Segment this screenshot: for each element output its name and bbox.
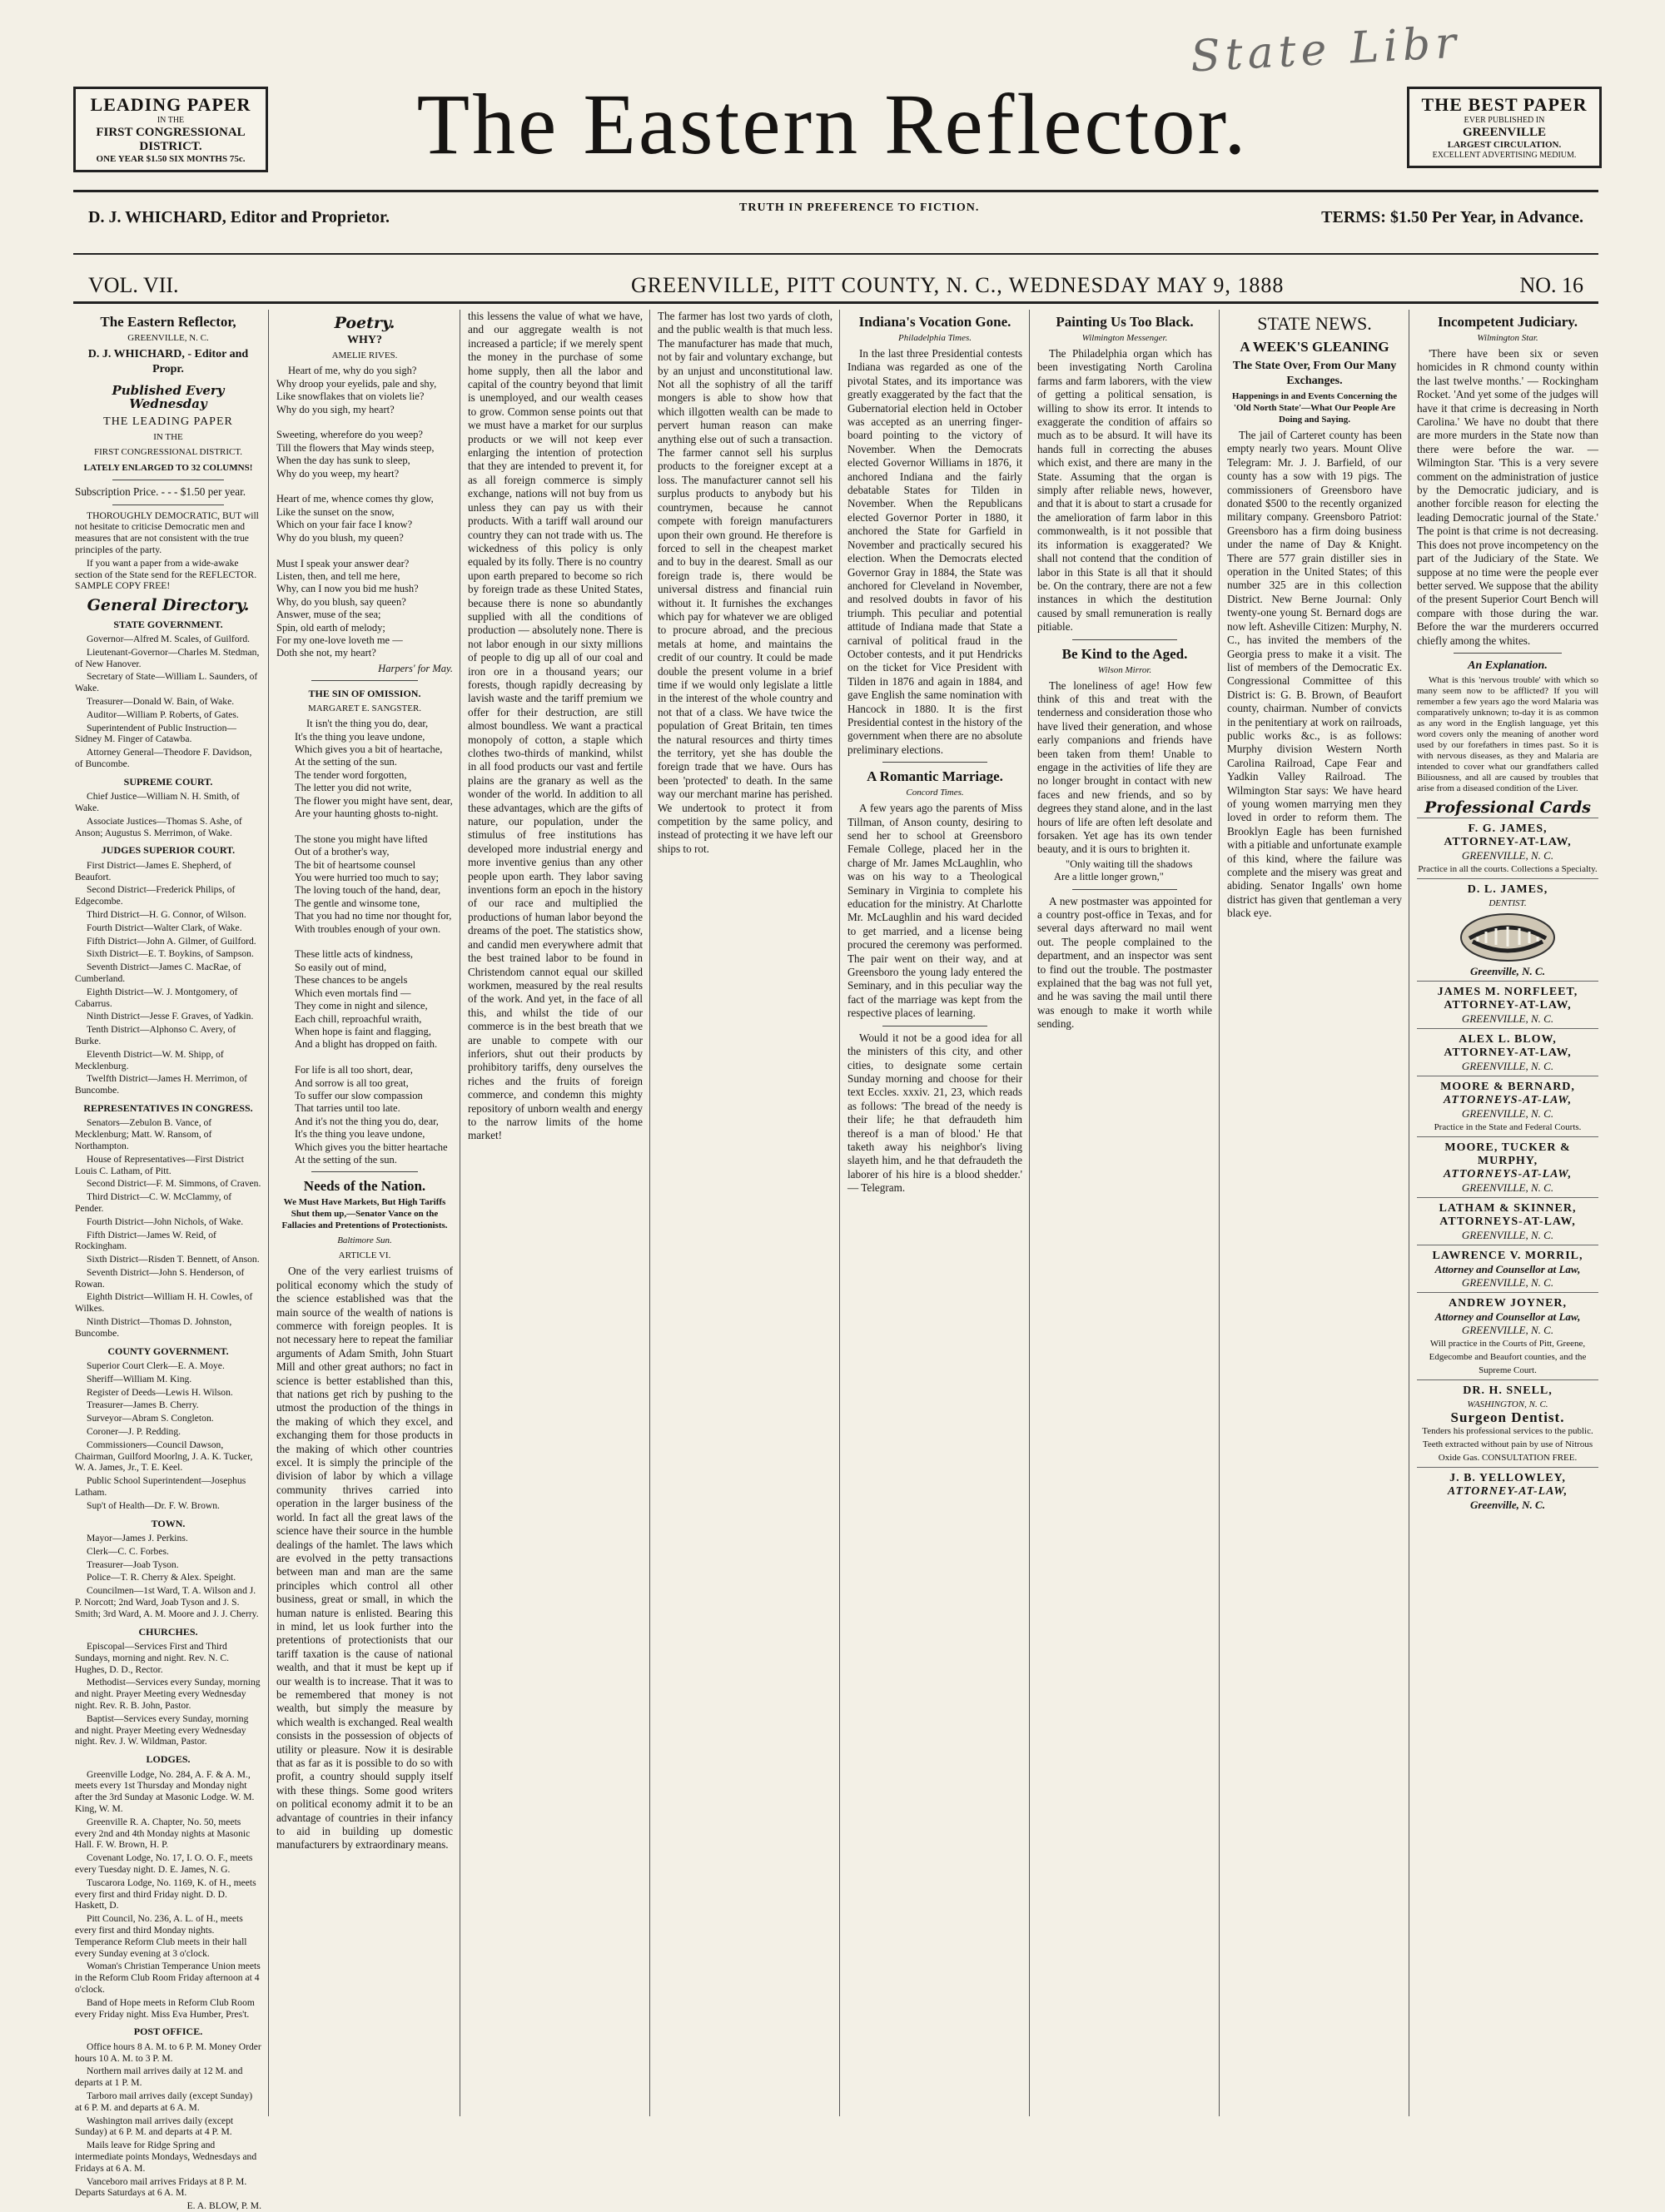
article-source: Wilson Mirror.: [1097, 664, 1152, 675]
directory-entry: Fourth District—Walter Clark, of Wake.: [87, 922, 242, 933]
directory-entry: Covenant Lodge, No. 17, I. O. O. F., meets every Tuesday night. D. E. James, N. G.: [75, 1852, 253, 1875]
column-1-directory: [75, 310, 261, 2212]
column-8-judiciary-and-cards: [1417, 310, 1598, 2116]
directory-entry: Fifth District—James W. Reid, of Rockingham.: [75, 1229, 216, 1252]
directory-entry: Washington mail arrives daily (except Sunday) at 6 P. M. and departs at 4 P. M.: [75, 2115, 234, 2138]
article-headline: A Romantic Marriage.: [867, 768, 1003, 785]
card-title: ATTORNEYS-AT-LAW,: [1443, 1094, 1573, 1107]
card-title: DENTIST.: [1489, 898, 1527, 909]
directory-entry: Superintendent of Public Instruction—Sidney M. Finger of Catawba.: [75, 722, 236, 745]
column-rule: [839, 310, 840, 2116]
directory-entry: Attorney General—Theodore F. Davidson, of Buncombe.: [75, 747, 252, 769]
professional-card: [1417, 1197, 1598, 1245]
card-name: MOORE, TUCKER & MURPHY,: [1444, 1141, 1571, 1168]
column-rule: [1219, 310, 1220, 2116]
ear-right-line3: GREENVILLE: [1462, 126, 1547, 139]
directory-entry: Band of Hope meets in Reform Club Room every Friday night. Miss Eva Humber, Pres't.: [75, 1996, 255, 2020]
article-headline: Be Kind to the Aged.: [1061, 645, 1188, 662]
directory-entry: House of Representatives—First District Louis C. Latham, of Pitt.: [75, 1153, 245, 1176]
quoted-verse: "Only waiting till the shadows Are a little longer grown,": [1054, 857, 1193, 883]
card-place: GREENVILLE, N. C.: [1461, 1324, 1554, 1337]
ear-right-line2: EVER PUBLISHED IN: [1464, 116, 1545, 125]
card-name: F. G. JAMES,: [1468, 823, 1548, 836]
professional-card: [1417, 1467, 1598, 1514]
directory-entry: Treasurer—Donald W. Bain, of Wake.: [87, 696, 235, 707]
directory-entry: Third District—H. G. Connor, of Wilson.: [87, 908, 246, 920]
directory-entry: Sixth District—E. T. Boykins, of Sampson.: [87, 948, 254, 960]
town-heading: TOWN.: [151, 1517, 186, 1529]
sample-copy-notice: If you want a paper from a wide-awake section of the State send for the REFLECTOR. SAMPLE COPY FREE!: [75, 557, 257, 592]
enlarged-notice: LATELY ENLARGED TO 32 COLUMNS!: [83, 462, 253, 473]
column-5-articles: [847, 310, 1022, 2116]
directory-entry: Mayor—James J. Perkins.: [87, 1533, 188, 1544]
article-headline: Needs of the Nation.: [303, 1178, 426, 1195]
article-source: Wilmington Star.: [1477, 333, 1538, 343]
professional-card: [1417, 981, 1598, 1028]
article-headline: Indiana's Vocation Gone.: [858, 314, 1011, 330]
state-government-heading: STATE GOVERNMENT.: [113, 618, 223, 630]
directory-entry: Twelfth District—James H. Merrimon, of Buncombe.: [75, 1073, 248, 1096]
professional-card: [1417, 818, 1598, 878]
directory-entry: Senators—Zebulon B. Vance, of Mecklenburg; Matt. W. Ransom, of Northampton.: [75, 1117, 212, 1151]
section-subtitle: A WEEK'S GLEANING: [1240, 339, 1389, 355]
directory-entry: Greenville Lodge, No. 284, A. F. & A. M., meets every 1st Thursday and Monday night after the 3rd Sunday at Masonic Lodge. W. M. King, W. M.: [75, 1768, 255, 1814]
supreme-court-heading: SUPREME COURT.: [123, 775, 213, 788]
card-title: ATTORNEYS-AT-LAW,: [1443, 1168, 1573, 1181]
article-body: The farmer has lost two yards of cloth, and the public wealth is that much less. The manufacturer has made that much, not by fair and voluntary exchange, but by an unjust and unconstitutional law. Not all the sophistry of all the tariff mongers is able to show how that which illgotten wealth can be made to pervert human reason can make anything else out of such a transaction. The farmer cannot sell his surplus products to the foreigner except at a loss. The manufacturer cannot sell his surplus products to anybody but his countrymen, because he cannot compete with foreign manufacturers upon their own ground. He therefore is forced to sell in the cheapest market and to buy in the dearest. Small as our foreign trade is, there would be universal distress and financial ruin without it. It furnishes the exchanges which pay for whatever we are obliged to procure abroad, and the precious metals at home, and maintains the credit of our country. It could be made double the present volume in a brief time if we would only legislate a little in the interest of the whole country and not that of a class. We have twice the population of Great Britain, ten times the natural resources and thirty times the territory, yet she has double the foreign trade that we have. Ours has been 'protected' to death. In the same way our merchant marine has perished. We undertook to protect it from competition by the same policy, and instead of protecting it we have left our ships to rot.: [658, 310, 832, 855]
card-place: GREENVILLE, N. C.: [1461, 1276, 1554, 1290]
separator: [1072, 639, 1177, 640]
directory-entry: Northern mail arrives daily at 12 M. and departs at 1 P. M.: [75, 2065, 243, 2089]
poem-title: WHY?: [347, 334, 382, 347]
article-source: Concord Times.: [906, 788, 964, 798]
directory-entry: Eleventh District—W. M. Shipp, of Mecklenburg.: [75, 1048, 224, 1071]
directory-entry: Sup't of Health—Dr. F. W. Brown.: [87, 1499, 220, 1511]
representatives-heading: REPRESENTATIVES IN CONGRESS.: [83, 1101, 253, 1114]
right-ear-box: [1407, 87, 1602, 168]
directory-entry: Public School Superintendent—Josephus Latham.: [75, 1475, 246, 1499]
terms: TERMS: $1.50 Per Year, in Advance.: [1321, 208, 1583, 226]
card-name: D. L. JAMES,: [1467, 883, 1548, 897]
card-name: JAMES M. NORFLEET,: [1437, 986, 1578, 999]
dateline-row: [73, 266, 1598, 300]
ear-left-line4: ONE YEAR $1.50 SIX MONTHS 75c.: [96, 154, 246, 164]
professional-cards-title: Professional Cards: [1424, 798, 1591, 817]
paper-place: GREENVILLE, N. C.: [127, 333, 209, 343]
directory-entry: Methodist—Services every Sunday, morning and night. Prayer Meeting every Wednesday night. Rev. R. B. John, Pastor.: [75, 1677, 261, 1712]
article-body: Would it not be a good idea for all the ministers of this city, and other cities, to designate some certain Sunday morning and choose for their text Eccles. xxxiv. 21, 23, which reads as follows: 'The bread of the needy is their life; he that defraudeth him thereof is a man of blood.' He that taketh away his neighbor's living slayeth him, and he that defraudeth the laborer of his hire is a blood shedder.' — Telegram.: [847, 1031, 1022, 1195]
directory-entry: Secretary of State—William L. Saunders, of Wake.: [75, 671, 258, 694]
volume: VOL. VII.: [88, 273, 179, 297]
published-every: Published Every Wednesday: [112, 383, 225, 412]
separator: [1454, 653, 1563, 654]
directory-entry: First District—James E. Shepherd, of Beaufort.: [75, 859, 231, 882]
general-directory-title: General Directory.: [87, 596, 250, 615]
professional-card: [1417, 878, 1598, 981]
section-title: STATE NEWS.: [1257, 313, 1372, 334]
card-place: GREENVILLE, N. C.: [1461, 1012, 1554, 1026]
column-4-article: [658, 310, 832, 2116]
judges-heading: JUDGES SUPERIOR COURT.: [101, 844, 236, 857]
section-subtitle-2: The State Over, From Our Many Exchanges.: [1232, 360, 1397, 387]
directory-entry: Councilmen—1st Ward, T. A. Wilson and J. P. Norcott; 2nd Ward, Joab Tyson and J. S. Smith; 3rd Ward, A. M. Moore and J. J. Cherry.: [75, 1585, 259, 1619]
card-title: Surgeon Dentist.: [1450, 1409, 1565, 1426]
article-body: A new postmaster was appointed for a country post-office in Texas, and for several days afterward no mail went out. The people complained to the department, and an inspector was sent to find out the trouble. The postmaster explained that the bag was not full yet, and he was saving the mail until there was enough to make it worth while sending.: [1037, 894, 1212, 1031]
poem-author: AMELIE RIVES.: [331, 350, 398, 361]
directory-entry: Pitt Council, No. 236, A. L. of H., meets every first and third Monday nights. Temperance Reform Club meets in their hall every Sunday evening at 3 o'clock.: [75, 1913, 247, 1959]
article-subheadline: We Must Have Markets, But High Tariffs Shut them up,—Senator Vance on the Fallacies and Pretentions of Protectionists.: [281, 1197, 448, 1231]
card-note: Tenders his professional services to the public. Teeth extracted without pain by use of Nitrous Oxide Gas. CONSULTATION FREE.: [1422, 1426, 1593, 1464]
article-source: Baltimore Sun.: [337, 1235, 392, 1246]
paper-name: The Eastern Reflector,: [100, 314, 236, 330]
directory-entry: Woman's Christian Temperance Union meets in the Reform Club Room Friday afternoon at 4 o'clock.: [75, 1961, 261, 1995]
county-government-heading: COUNTY GOVERNMENT.: [107, 1345, 229, 1357]
directory-entry: Governor—Alfred M. Scales, of Guilford.: [87, 634, 251, 645]
card-name: ALEX L. BLOW,: [1459, 1033, 1557, 1046]
card-title: Attorney and Counsellor at Law,: [1434, 1310, 1581, 1324]
card-name: MOORE & BERNARD,: [1440, 1081, 1575, 1094]
column-7-state-news: [1227, 310, 1402, 2116]
professional-card: [1417, 1076, 1598, 1136]
card-place: GREENVILLE, N. C.: [1461, 1107, 1554, 1121]
card-name: LATHAM & SKINNER,: [1439, 1202, 1577, 1215]
poem-title: THE SIN OF OMISSION.: [308, 688, 421, 700]
lodges-heading: LODGES.: [146, 1753, 191, 1766]
leading-paper-2: IN THE: [153, 431, 183, 442]
card-note: Will practice in the Courts of Pitt, Greene, Edgecombe and Beaufort counties, and the Supreme Court.: [1429, 1339, 1587, 1376]
article-headline: An Explanation.: [1468, 659, 1548, 672]
directory-entry: Clerk—C. C. Forbes.: [87, 1545, 169, 1557]
card-name: ANDREW JOYNER,: [1448, 1297, 1568, 1310]
masthead-rule-bottom: [73, 301, 1598, 304]
section-subtitle-3: Happenings in and Events Concerning the 'Old North State'—What Our People Are Doing and Saying.: [1231, 391, 1398, 425]
directory-entry: Tenth District—Alphonso C. Avery, of Burke.: [75, 1024, 236, 1046]
directory-entry: Mails leave for Ridge Spring and intermediate points Mondays, Wednesdays and Fridays at 6 A. M.: [75, 2140, 257, 2174]
motto: TRUTH IN PREFERENCE TO FICTION.: [739, 201, 980, 214]
ear-right-line1: THE BEST PAPER: [1421, 94, 1588, 115]
masthead-info-row: [73, 201, 1598, 235]
directory-entry: Surveyor—Abram S. Congleton.: [87, 1413, 214, 1424]
democratic-notice: THOROUGHLY DEMOCRATIC, BUT will not hesitate to criticise Democratic men and measures that are not consistent with the true principles of the party.: [75, 510, 259, 556]
ear-left-line3: FIRST CONGRESSIONAL DISTRICT.: [96, 126, 246, 153]
directory-entry: Commissioners—Council Dawson, Chairman, Guilford Moorlng, J. A. K. Tucker, W. A. James, Jr., T. E. Keel.: [75, 1439, 253, 1474]
directory-entry: Second District—Frederick Philips, of Edgecombe.: [75, 884, 236, 907]
separator: [311, 680, 417, 681]
card-place: Greenville, N. C.: [1470, 965, 1545, 978]
card-title: ATTORNEY-AT-LAW,: [1444, 836, 1572, 849]
article-body: In the last three Presidential contests Indiana was regarded as one of the pivotal States, and its importance was greatly exaggerated by the fact that the Gubernatorial election held in October was accepted as an unerring finger-board pointing to the victory of November. When the Democrats elected Governor Williams in 1876, it anchored Indiana and the fairly debatable States for Tilden in November. When the Republicans elected Governor Porter in 1880, it anchored the State for Garfield in November and practically secured his election. When the Democrats elected Governor Gray in 1884, the State was anchored for Cleveland in November, and resolved doubts in favor of his triumph. This peculiar and potential attitude of Indiana made that State a carnival of political fraud in the October contests, and it put Hendricks on the ticket for Vice President with Tilden in 1876 and again in 1884, and gave English the same nomination with Hancock in 1880. It is the first Presidential contest in the history of the government when there are no absolute preliminary elections.: [847, 347, 1022, 756]
article-number: ARTICLE VI.: [338, 1250, 391, 1261]
professional-card: [1417, 1028, 1598, 1076]
directory-entry: Eighth District—W. J. Montgomery, of Cabarrus.: [75, 986, 238, 1009]
directory-entry: Episcopal—Services First and Third Sundays, morning and night. Rev. N. C. Hughes, D. D., Rector.: [75, 1641, 230, 1675]
professional-card: [1417, 1292, 1598, 1379]
directory-entry: Baptist—Services every Sunday, morning and night. Prayer Meeting every Wednesday night. Rev. J. W. Wildman, Pastor.: [75, 1712, 249, 1747]
left-ear-box: [73, 87, 268, 172]
directory-entry: Treasurer—James B. Cherry.: [87, 1399, 199, 1411]
card-name: J. B. YELLOWLEY,: [1449, 1472, 1566, 1485]
issue-number: NO. 16: [1519, 273, 1583, 297]
card-place: Greenville, N. C.: [1470, 1499, 1545, 1512]
leading-paper-1: THE LEADING PAPER: [103, 415, 233, 428]
article-source: Wilmington Messenger.: [1081, 333, 1168, 343]
separator: [1072, 889, 1177, 890]
directory-entry: Tarboro mail arrives daily (except Sunday) at 6 P. M. and departs at 6 A. M.: [75, 2090, 253, 2113]
directory-entry: Superior Court Clerk—E. A. Moye.: [87, 1360, 225, 1372]
poem-body: Heart of me, why do you sigh? Why droop your eyelids, pale and shy, Like snowflakes that on violets lie? Why do you sigh, my heart? Sweeting, wherefore do you weep? Till the flowers that May winds steep, When the day has sunk to sleep, Why do you weep, my heart? Heart of me, whence comes thy glow, Like the sunset on the snow, Which on your fair face I know? Why do you blush, my queen? Must I speak your answer dear? Listen, then, and tell me here, Why, can I now you bid me hush? Why, do you blush, say queen? Answer, muse of the sea; Spin, old earth of melody; For my one-love loveth me — Doth she not, my heart?: [276, 365, 437, 659]
article-body: this lessens the value of what we have, and our aggregate wealth is not increased a particle; if we merely spent the money in the purchase of some home supply, then all the labor and capital of the country beyond that limit is unemployed, and our wealth ceases to grow. Common sense points out that we must have a market for our surplus products or we will not keep ever enlarging the intention of protection that they are intended to prevent it, for as all foreign commerce is simply exchange, nations will not buy from us unless they can pay us with their products. With a tariff wall around our country they can not trade with us. The wickedness of this policy is only equaled by its folly. There is no country upon earth prepared to become so rich by foreign trade as these United States, because there is none so abundantly supplied with all the conditions of production — absolutely none. There is not labor enough in our sixty millions of people to dig up all of our coal and iron ore in a thousand years; our forests, though rapidly decreasing by lavish waste and the tariff premium we offer for their destruction, are still almost boundless. We want a practical monopoly of cotton, a staple which clothes two-thirds of mankind, whilst in all food products our vast and fertile plains are the granary as well as the wonder of the world. In addition to all these advantages, which are the gifts of nature, our population, under the stimulus of free institutions has developed more industrial energy and more inventive genius than any other people upon earth. They labor saving inventions form an epoch in the history of our race and multiplied the productions of human labor beyond the dreams of the poet. The statistics show, and candid men everywhere admit that the best trained labor to be found in Christendom cannot equal our skilled workmen, measured by the real results of the work. And yet, in the face of all this, and whilst the tide of our commerce is in the best breath that we are unable to compete with our inferiors, shut out their products by prohibitory tariffs, deny ourselves the riches and the fruits of foreign commerce, and condemn this mighty repository of unborn wealth and energy to the narrow limits of the home market!: [468, 310, 643, 1142]
article-source: Philadelphia Times.: [898, 333, 972, 343]
directory-entry: Sheriff—William M. King.: [87, 1373, 192, 1384]
leading-paper-3: FIRST CONGRESSIONAL DISTRICT.: [94, 446, 242, 457]
separator: [882, 762, 987, 763]
ear-right-line5: EXCELLENT ADVERTISING MEDIUM.: [1432, 151, 1577, 160]
masthead-rule-mid: [73, 253, 1598, 255]
ear-left-line2: IN THE: [157, 116, 185, 125]
directory-entry: Police—T. R. Cherry & Alex. Speight.: [87, 1572, 236, 1583]
directory-entry: Lieutenant-Governor—Charles M. Stedman, of New Hanover.: [75, 646, 260, 669]
card-title: Attorney and Counsellor at Law,: [1434, 1263, 1581, 1276]
article-headline: Incompetent Judiciary.: [1437, 314, 1578, 330]
directory-entry: E. A. BLOW, P. M.: [186, 2200, 261, 2212]
card-title: ATTORNEY-AT-LAW,: [1447, 1485, 1568, 1499]
churches-heading: CHURCHES.: [138, 1625, 198, 1638]
directory-entry: Seventh District—John S. Henderson, of Rowan.: [75, 1266, 245, 1290]
dateline: GREENVILLE, PITT COUNTY, N. C., WEDNESDAY MAY 9, 1888: [631, 273, 1285, 297]
poem-body: It isn't the thing you do, dear, It's the thing you leave undone, Which gives you a bit of heartache, At the setting of the sun. The tender word forgotten, The letter you did not write, The flower you might have sent, dear, Are your haunting ghosts to-night. The stone you might have lifted Out of a brother's way, The bit of heartsome counsel You were hurried too much to say; The loving touch of the hand, dear, The gentle and winsome tone, That you had no time nor thought for, With troubles enough of your own. These little acts of kindness, So easily out of mind, These chances to be angels Which even mortals find — They come in night and silence, Each chill, reproachful wraith, When hope is faint and flagging, And a blight has dropped on faith. For life is all too short, dear, And sorrow is all too great, To suffer our slow compassion That tarries until too late. And it's not the thing you do, dear, It's the thing you leave undone, Which gives you the bitter heartache At the setting of the sun.: [295, 718, 453, 1166]
directory-entry: Fourth District—John Nichols, of Wake.: [87, 1215, 244, 1227]
ear-left-line1: LEADING PAPER: [90, 94, 251, 115]
article-body: 'There have been six or seven homicides in R chmond county within the last twelve months.' — Rockingham Rocket. 'And yet some of the judges will have it that crime is decreasing in North Carolina.' We have no doubt that there are more murders in the State now than there were before the war. — Wilmington Star. 'This is a very severe comment on the administration of justice by the Democratic judiciary, and is another forcible reason for electing the leading Democratic journal of the State.' The point is that crime is not decreasing. This does not prove incompetency on the part of the Judiciary of the State. We suppose at no time were the people ever better served. We suppose that the ability of the present Superior Court Bench will compare with those during the war. Before the war the murderers occurred chiefly among the whites.: [1417, 347, 1598, 647]
editor-line: D. J. WHICHARD, Editor and Proprietor.: [88, 208, 390, 226]
column-3-article: [468, 310, 643, 2116]
article-body: The Philadelphia organ which has been investigating North Carolina farms and farm laborers, with the view of getting a political sensation, is willing to show its error. It intends to exaggerate the condition of affairs so much as to be absurd. It will have its hands full in correcting the abuses which exist, and there are many in the State. Assuming that the organ is simply after reliable news, however, and that it is about to start a crusade for the amelioration of farm labor in this commonwealth, is it not possible that its information is exaggerated? We shall not contend that the condition of labor in this State is all that it should be. On the contrary, there are not a few instances in which the destitution caused by small remuneration is really pitiable.: [1037, 347, 1212, 634]
card-place: GREENVILLE, N. C.: [1461, 1229, 1554, 1242]
column-rule: [649, 310, 650, 2116]
directory-entry: Third District—C. W. McClammy, of Pender.: [75, 1191, 232, 1214]
card-place: GREENVILLE, N. C.: [1461, 1181, 1554, 1195]
card-place: GREENVILLE, N. C.: [1461, 1060, 1554, 1073]
directory-entry: Vanceboro mail arrives Fridays at 8 P. M. Departs Saturdays at 6 A. M.: [75, 2175, 247, 2199]
article-body: What is this 'nervous trouble' with which so many seem now to be afflicted? If you will remember a few years ago the word Malaria was comparatively unknown; to-day it is as common as any word in the English language, yet this word covers only the meaning of another word used by our forefathers in times past. So it is with nervous diseases, as they and Malaria are intended to cover what our grandfathers called Biliousness, and all are caused by troubles that arise from a diseased condition of the Liver.: [1417, 674, 1598, 793]
article-body: One of the very earliest truisms of political economy which the study of the science established was that the main source of the wealth of nations is commerce with foreign peoples. It is not necessary here to repeat the familiar arguments of Adam Smith, John Stuart Mill and other great authors; no fact in science is better established than this, that nations get rich by pushing to the utmost the production of the things in the making of which they excel, and exchanging them for those products in the making of which other countries excel. It is simply the principle of the division of labor by which a village community thrives carried into operation in the larger business of the world. In fact all the great laws of the science have their source in the humble dealings of the hamlet. The laws which are evolved in the petty transactions between man and man are the same principles which control all other business, great or small, in which the human nature is enlisted. Bearing this in mind, let us look further into the pretentions of protectionists that our tariff taxation is the cause of national wealth, and that it must be kept up if our wealth is to increase. That it was to be remembered that money is not wealth, but simply the measure by which wealth is exchanged. Real wealth consists in the possession of objects of utility or pleasure. Now it is desirable that as far as it is possible to do so with profit, a country should supply itself with these things. Some good writers on political economy admit it to be an advantage of countries in their infancy to aid in building up domestic manufacturers by extraordinary means.: [276, 1265, 453, 1852]
professional-card: [1417, 1245, 1598, 1292]
directory-entry: Auditor—William P. Roberts, of Gates.: [87, 708, 239, 720]
poem-source: Harpers' for May.: [378, 662, 453, 674]
directory-entry: Sixth District—Risden T. Bennett, of Anson.: [87, 1254, 260, 1265]
handwritten-annotation: State Libr: [1189, 17, 1463, 82]
article-body: The loneliness of age! How few think of this and treat with the tenderness and consideration those who have lived their generation, and whose early companions and friends have been taken from them! Unable to engage in the activities of life they are no longer brought in contact with new faces and new friends, and so by degrees they stand alone, and in the last hours of life are often left desolate and forsaken. Yet age has its own tender beauty, and it is ours to brighten it.: [1037, 679, 1212, 856]
directory-entry: Register of Deeds—Lewis H. Wilson.: [87, 1386, 233, 1398]
directory-entry: Associate Justices—Thomas S. Ashe, of Anson; Augustus S. Merrimon, of Wake.: [75, 815, 242, 838]
directory-entry: Second District—F. M. Simmons, of Craven.: [87, 1178, 261, 1190]
card-place: GREENVILLE, N. C.: [1461, 849, 1554, 862]
directory-entry: Office hours 8 A. M. to 6 P. M. Money Order hours 10 A. M. to 3 P. M.: [75, 2041, 261, 2064]
card-title: ATTORNEY-AT-LAW,: [1444, 999, 1572, 1012]
newspaper-page: [33, 17, 1632, 2212]
poem-author: MARGARET E. SANGSTER.: [307, 703, 422, 714]
article-headline: Painting Us Too Black.: [1056, 314, 1194, 330]
column-6-articles: [1037, 310, 1212, 2116]
article-body: The jail of Carteret county has been empty nearly two years. Mount Olive Telegram: Mr. J. J. Barfield, of our county has a sow with 19 pigs. The commissioners of Greensboro have donated $500 to the recently organized military company. Greensboro Patriot: Greensboro has a firm doing business under the name of Day & Knight. There are 577 grain distiller sies in operation in the United States; of this number 325 are in this collection District. New Berne Journal: Only twenty-one young St. Bernard dogs are now left. Asheville Citizen: Murphy, N. C., has invited the members of the Georgia press to make it a visit. The list of members of the Democratic Ex. Congressional Committee of this District is: G. B. Brown, of Beaufort county, chairman. Number of convicts in the penitentiary at work on railroads, public works &c., is as follows: Murphy division Western North Carolina Railroad, Cape Fear and Yadkin Valley Railroad. The Wilmington Star says: We have heard of young women marrying men they loved in order to reform them. The Brooklyn Eagle has been furnished with a pitiable and unfortunate example of this kind, where the failure was complete and the misery was great and abiding. Senator Ingalls' own home district has given that gentleman a very black eye.: [1227, 429, 1402, 920]
directory-entry: Ninth District—Jesse F. Graves, of Yadkin.: [87, 1011, 254, 1022]
subscription-price: Subscription Price. - - - $1.50 per year.: [75, 485, 246, 499]
ear-right-line4: LARGEST CIRCULATION.: [1447, 140, 1562, 150]
directory-entry: Seventh District—James C. MacRae, of Cumberland.: [75, 962, 241, 984]
column-rule: [268, 310, 269, 2116]
post-office-heading: POST OFFICE.: [133, 2026, 203, 2038]
professional-card: [1417, 1379, 1598, 1467]
dentures-icon: [1458, 912, 1558, 963]
card-note: Practice in the State and Federal Courts.: [1434, 1122, 1582, 1133]
directory-entry: Chief Justice—William N. H. Smith, of Wake.: [75, 791, 240, 813]
directory-entry: Fifth District—John A. Gilmer, of Guilford.: [87, 935, 256, 947]
directory-entry: Treasurer—Joab Tyson.: [87, 1558, 179, 1570]
card-name: DR. H. SNELL,: [1463, 1384, 1553, 1398]
masthead-title: The Eastern Reflector.: [416, 77, 1249, 172]
column-2-poetry: [276, 310, 453, 2116]
professional-card: [1417, 1136, 1598, 1197]
card-name: LAWRENCE V. MORRIL,: [1432, 1250, 1583, 1263]
directory-entry: Eighth District—William H. H. Cowles, of Wilkes.: [75, 1291, 253, 1315]
publisher: D. J. WHICHARD, - Editor and Propr.: [87, 348, 249, 375]
masthead-rule-top: [73, 190, 1598, 192]
poetry-section-title: Poetry.: [334, 314, 395, 332]
directory-entry: Coroner—J. P. Redding.: [87, 1426, 181, 1438]
card-note: Practice in all the courts. Collections a Specialty.: [1418, 864, 1598, 875]
separator: [311, 1171, 417, 1172]
column-rule: [1029, 310, 1030, 2116]
directory-entry: Ninth District—Thomas D. Johnston, Buncombe.: [75, 1316, 232, 1339]
card-title: ATTORNEY-AT-LAW,: [1444, 1046, 1572, 1060]
directory-entry: Greenville R. A. Chapter, No. 50, meets every 2nd and 4th Monday nights at Masonic Hall. F. W. Brown, H. P.: [75, 1816, 251, 1851]
card-title: ATTORNEYS-AT-LAW,: [1439, 1215, 1576, 1229]
directory-entry: Tuscarora Lodge, No. 1169, K. of H., meets every first and third Friday night. D. D. Haskett, D.: [75, 1876, 256, 1911]
card-place: WASHINGTON, N. C.: [1467, 1399, 1548, 1410]
article-body: A few years ago the parents of Miss Tillman, of Anson county, desiring to send her to school at Greensboro Female College, placed her in the charge of Mr. James McLaughlin, who was on his way to a Theological Seminary in Virginia to complete his education for the ministry. At Charlotte Mr. McLaughlin and his ward decided to get married, and a license being procured the ceremony was performed. The pair went on their way, and at Greensboro the young lady entered the Seminary, and in this peculiar way the fact of the marriage was kept from the respective places of learning.: [847, 802, 1022, 1020]
